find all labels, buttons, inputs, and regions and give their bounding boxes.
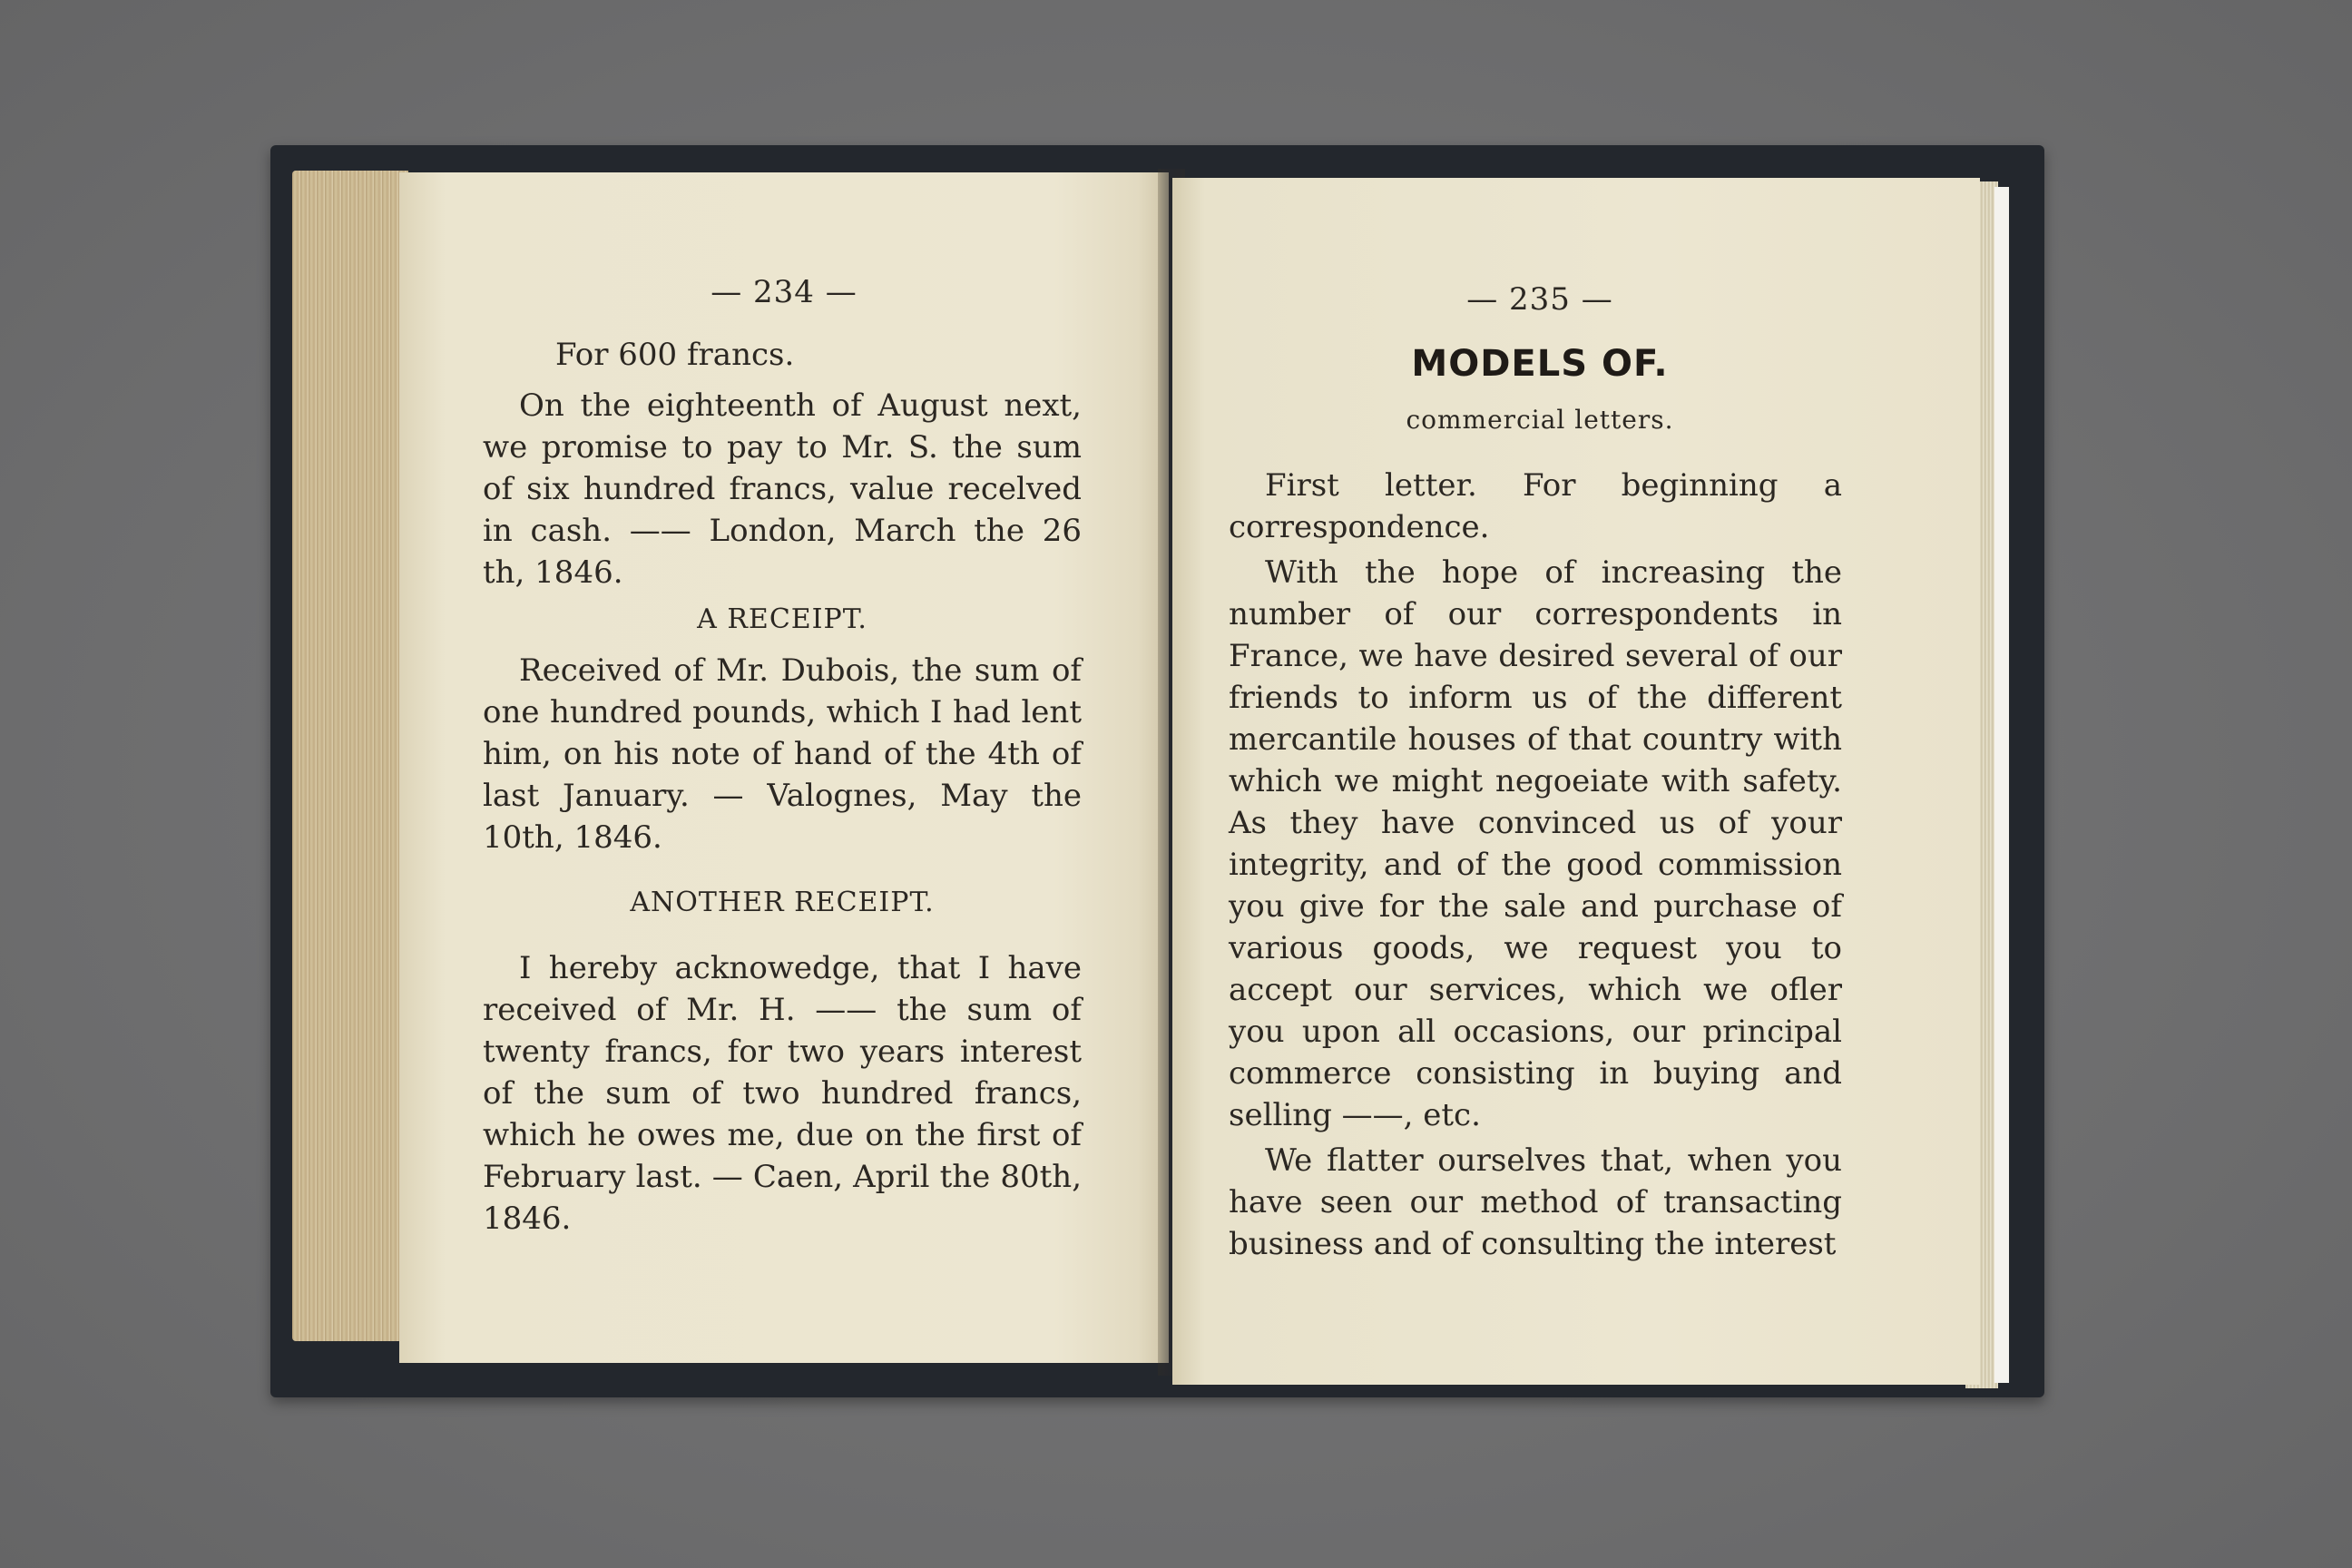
section-title: MODELS OF. <box>1411 343 1669 385</box>
left-page-edges <box>292 171 408 1341</box>
first-letter-heading: First letter. For beginning a correspondence. <box>1229 467 1842 545</box>
left-page <box>399 172 1169 1363</box>
right-page-text <box>1229 465 1842 1265</box>
another-receipt-heading: ANOTHER RECEIPT. <box>630 887 935 918</box>
another-receipt-paragraph: I hereby acknowedge, that I have received of Mr. H. —— the sum of twenty francs, for two years interest of the sum of two hundred francs, which he owes me, due on the first of February last. — Caen, April the 80th, 1846. <box>483 950 1082 1237</box>
page-number-left: — 234 — <box>710 274 858 310</box>
page-number-right: — 235 — <box>1466 281 1613 318</box>
letter-body-paragraph: With the hope of increasing the number of our correspondents in France, we have desired several of our friends to inform us of the different mercantile houses of that country with which we might negoeiate with safety. As they have convinced us of your integrity, and of the good commission you give for the sale and purchase of various goods, we request you to accept our services, which we ofler you upon all occasions, our principal commerce consisting in buying and selling ——, etc. <box>1229 554 1842 1133</box>
endpaper-edge <box>1994 187 2009 1383</box>
promissory-note-paragraph: On the eighteenth of August next, we promise to pay to Mr. S. the sum of six hundred francs, value recelved in cash. —— London, March the 26 th, 1846. <box>483 387 1082 591</box>
left-page-text <box>483 334 1082 1240</box>
receipt-paragraph: Received of Mr. Dubois, the sum of one hundred pounds, which I had lent him, on his note of hand of the 4th of last January. — Valognes, May the 10th, 1846. <box>483 652 1082 856</box>
letter-continuation-paragraph: We flatter ourselves that, when you have seen our method of transacting business and of consulting the interest <box>1229 1142 1842 1262</box>
amount-line: For 600 francs. <box>555 337 795 373</box>
receipt-heading: A RECEIPT. <box>697 603 867 635</box>
right-page <box>1172 178 1980 1385</box>
section-subtitle: commercial letters. <box>1406 405 1674 435</box>
